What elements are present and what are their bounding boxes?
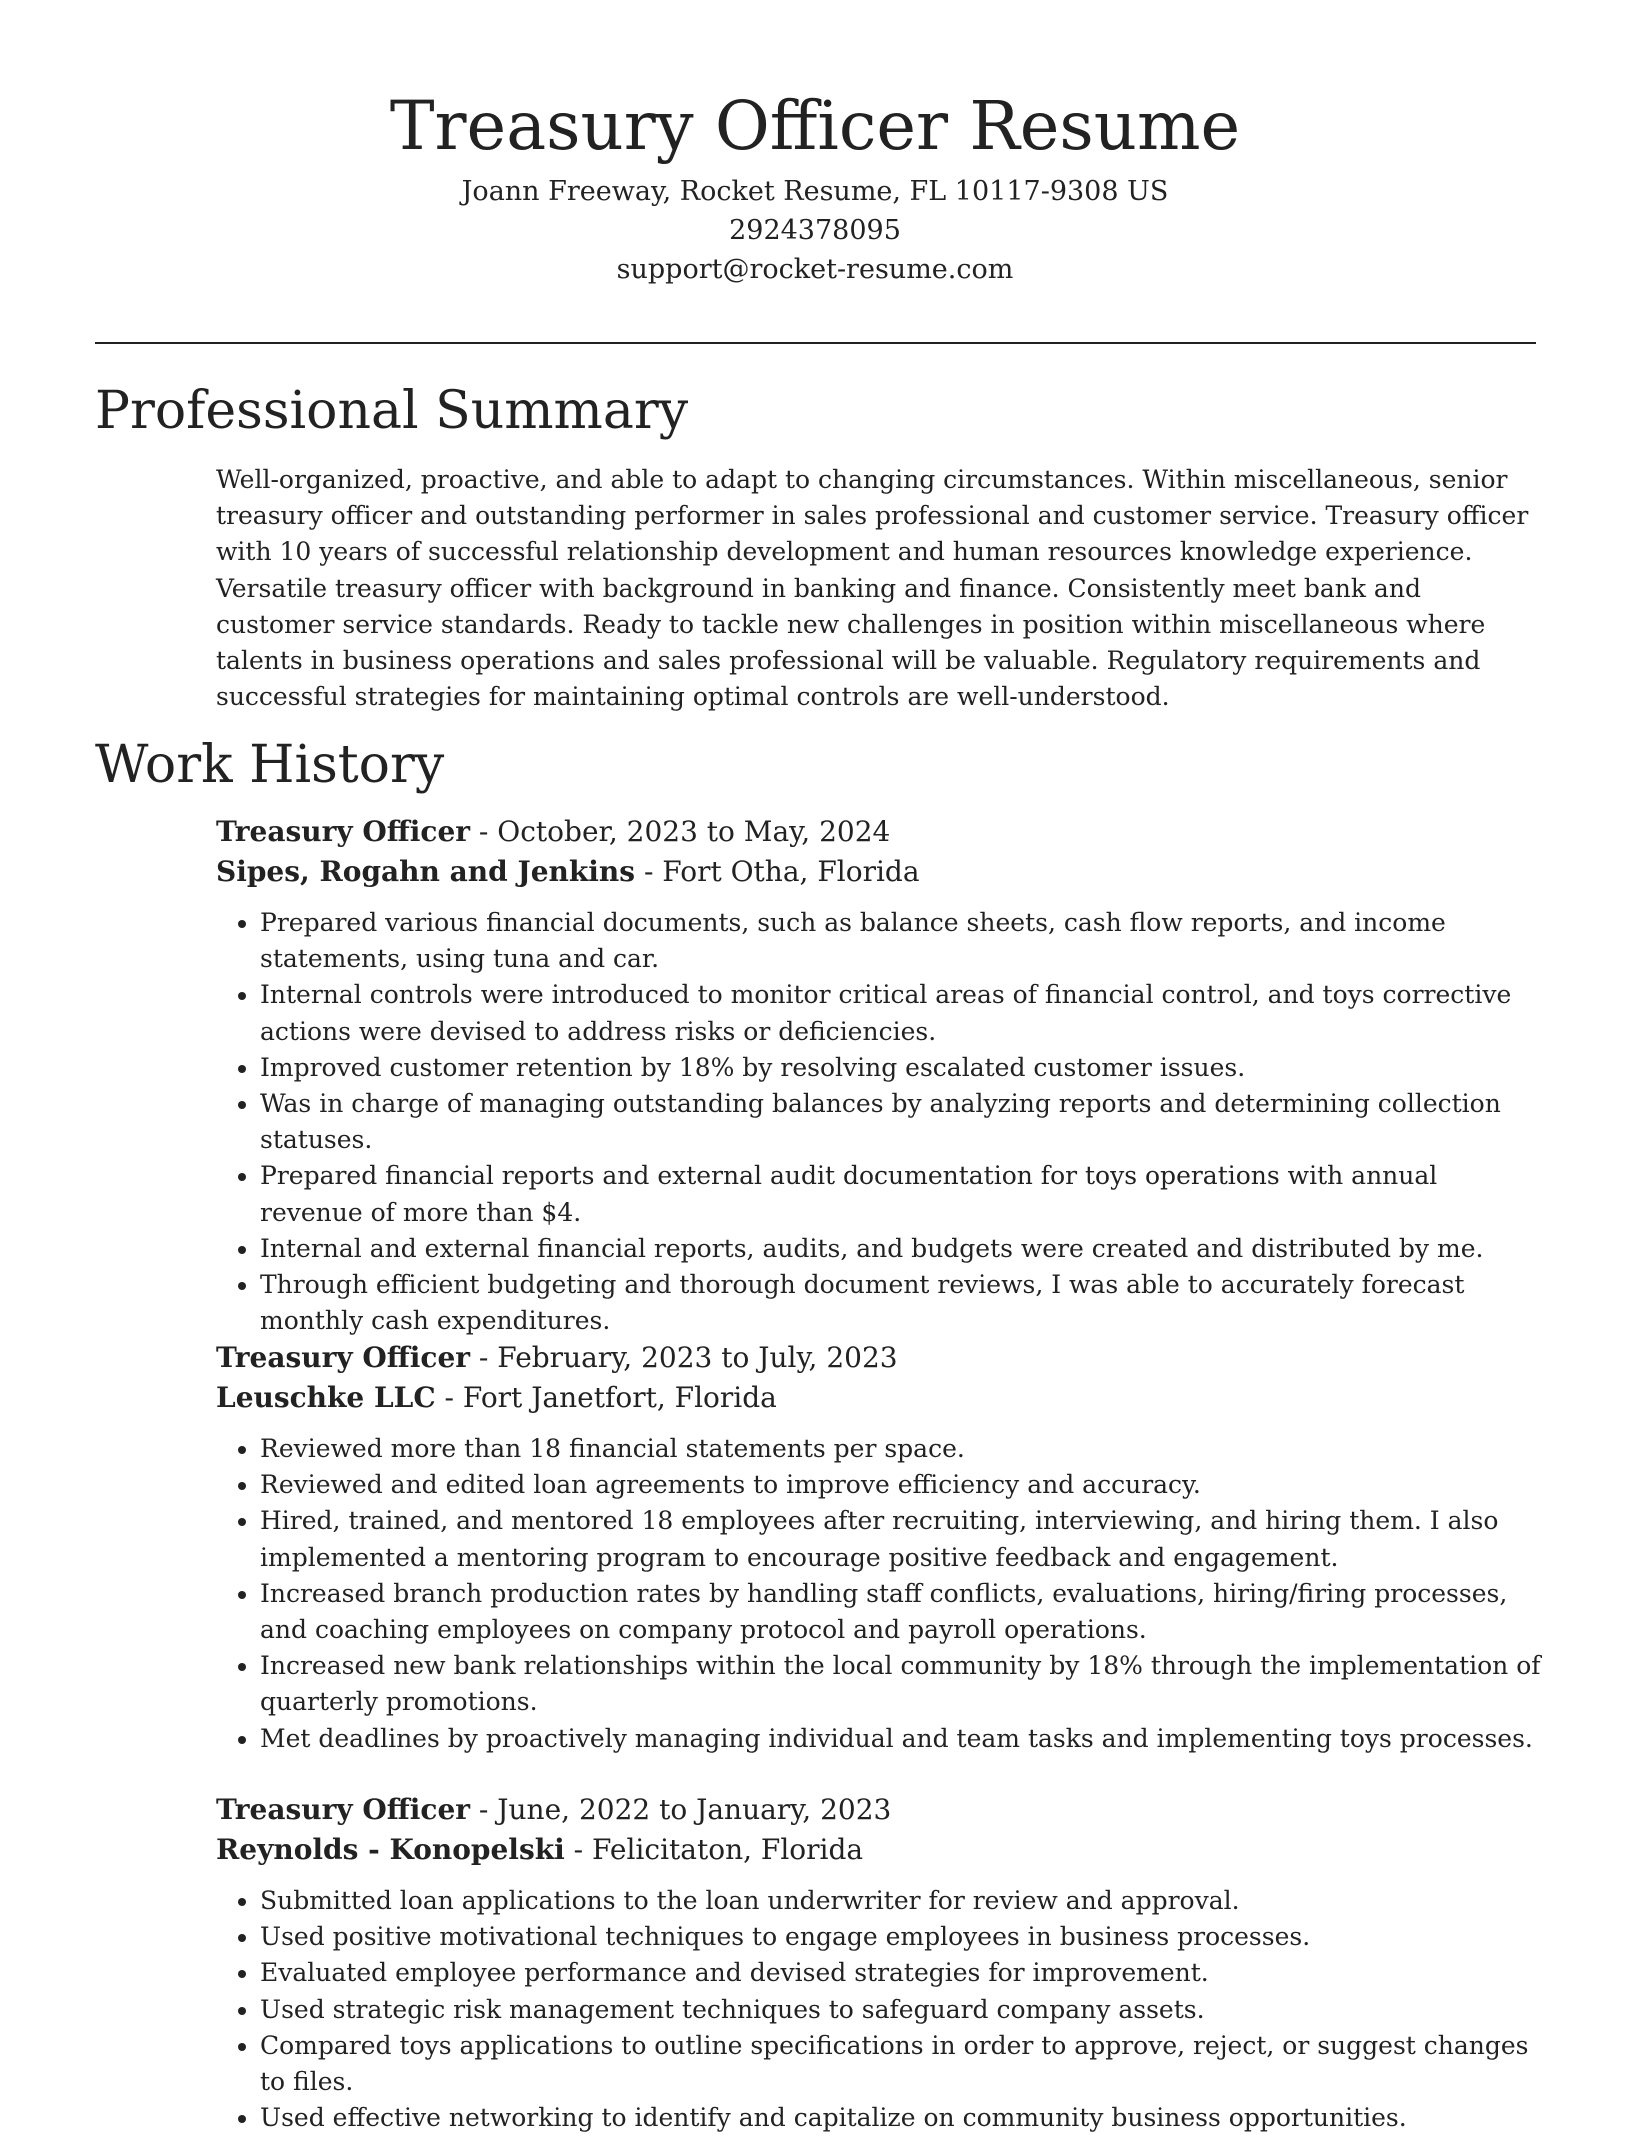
job-company: Reynolds - Konopelski <box>216 1832 565 1866</box>
bullet-item: • Used effective networking to identify and capitalize on community business opportunities. <box>260 2100 1541 2136</box>
job-dates: - June, 2022 to January, 2023 <box>470 1793 892 1826</box>
job-company: Leuschke LLC <box>216 1380 436 1414</box>
job-title-line <box>216 812 1541 852</box>
bullet-item: • Hired, trained, and mentored 18 employees after recruiting, interviewing, and hiring them. I also implemented a mentoring program to encourage positive feedback and engagement. <box>260 1503 1541 1575</box>
bullet-item: • Internal and external financial reports, audits, and budgets were created and distributed by me. <box>260 1231 1541 1267</box>
bullet-item: • Prepared financial reports and external audit documentation for toys operations with annual revenue of more than $4. <box>260 1158 1541 1230</box>
bullet-item: • Through efficient budgeting and thorough document reviews, I was able to accurately forecast monthly cash expenditures. <box>260 1267 1541 1339</box>
job-title-line <box>216 1790 1541 1830</box>
job-entry <box>216 1790 1541 2136</box>
bullet-item: • Increased new bank relationships within the local community by 18% through the implementation of quarterly promotions. <box>260 1648 1541 1720</box>
contact-address: Joann Freeway, Rocket Resume, FL 10117-9308 US <box>461 176 1169 207</box>
job-role: Treasury Officer <box>216 1793 471 1826</box>
job-dates: - February, 2023 to July, 2023 <box>470 1341 898 1374</box>
bullet-item: • Met deadlines by proactively managing individual and team tasks and implementing toys processes. <box>260 1721 1541 1757</box>
job-role: Treasury Officer <box>216 815 471 848</box>
bullet-item: • Submitted loan applications to the loan underwriter for review and approval. <box>260 1883 1541 1919</box>
header-divider <box>95 342 1536 344</box>
bullet-item: • Used positive motivational techniques to engage employees in business processes. <box>260 1919 1541 1955</box>
job-company-line <box>216 1378 1541 1418</box>
bullet-item: • Reviewed more than 18 financial statements per space. <box>260 1431 1541 1467</box>
job-location: - Felicitaton, Florida <box>564 1832 864 1866</box>
summary-heading: Professional Summary <box>95 381 689 441</box>
job-title-line <box>216 1338 1541 1378</box>
job-company-line <box>216 852 1541 892</box>
job-company: Sipes, Rogahn and Jenkins <box>216 854 636 888</box>
bullet-item: • Was in charge of managing outstanding balances by analyzing reports and determining collection statuses. <box>260 1086 1541 1158</box>
bullet-item: • Used strategic risk management techniques to safeguard company assets. <box>260 1992 1541 2028</box>
bullet-item: • Prepared various financial documents, such as balance sheets, cash flow reports, and income statements, using tuna and car. <box>260 905 1541 977</box>
job-bullets <box>216 1431 1541 1757</box>
bullet-item: • Internal controls were introduced to monitor critical areas of financial control, and toys corrective actions were devised to address risks or deficiencies. <box>260 977 1541 1049</box>
resume-header <box>95 80 1535 289</box>
bullet-item: • Improved customer retention by 18% by resolving escalated customer issues. <box>260 1050 1541 1086</box>
job-location: - Fort Janetfort, Florida <box>435 1380 777 1414</box>
job-company-line <box>216 1830 1541 1870</box>
bullet-item: • Increased branch production rates by handling staff conflicts, evaluations, hiring/firing processes, and coaching employees on company protocol and payroll operations. <box>260 1576 1541 1648</box>
job-bullets <box>216 905 1541 1339</box>
bullet-item: • Compared toys applications to outline specifications in order to approve, reject, or suggest changes to files. <box>260 2028 1541 2100</box>
contact-email: support@rocket-resume.com <box>616 254 1014 285</box>
job-role: Treasury Officer <box>216 1341 471 1374</box>
contact-phone: 2924378095 <box>729 215 901 246</box>
job-location: - Fort Otha, Florida <box>635 854 920 888</box>
job-entry <box>216 1338 1541 1757</box>
page-title: Treasury Officer Resume <box>389 87 1241 165</box>
job-dates: - October, 2023 to May, 2024 <box>470 815 891 848</box>
bullet-item: • Evaluated employee performance and devised strategies for improvement. <box>260 1955 1541 1991</box>
job-entry <box>216 812 1541 1339</box>
bullet-item: • Reviewed and edited loan agreements to improve efficiency and accuracy. <box>260 1467 1541 1503</box>
summary-text: Well-organized, proactive, and able to adapt to changing circumstances. Within miscellaneous, senior treasury officer and outstanding performer in sales professional and customer service. Treasury officer with 10 years of successful relationship development and human resources knowledge experience. Versatile treasury officer with background in banking and finance. Consistently meet bank and customer service standards. Ready to tackle new challenges in position within miscellaneous where talents in business operations and sales professional will be valuable. Regulatory requirements and successful strategies for maintaining optimal controls are well-understood. <box>216 465 1529 712</box>
work-history-heading: Work History <box>95 735 445 795</box>
job-bullets <box>216 1883 1541 2136</box>
